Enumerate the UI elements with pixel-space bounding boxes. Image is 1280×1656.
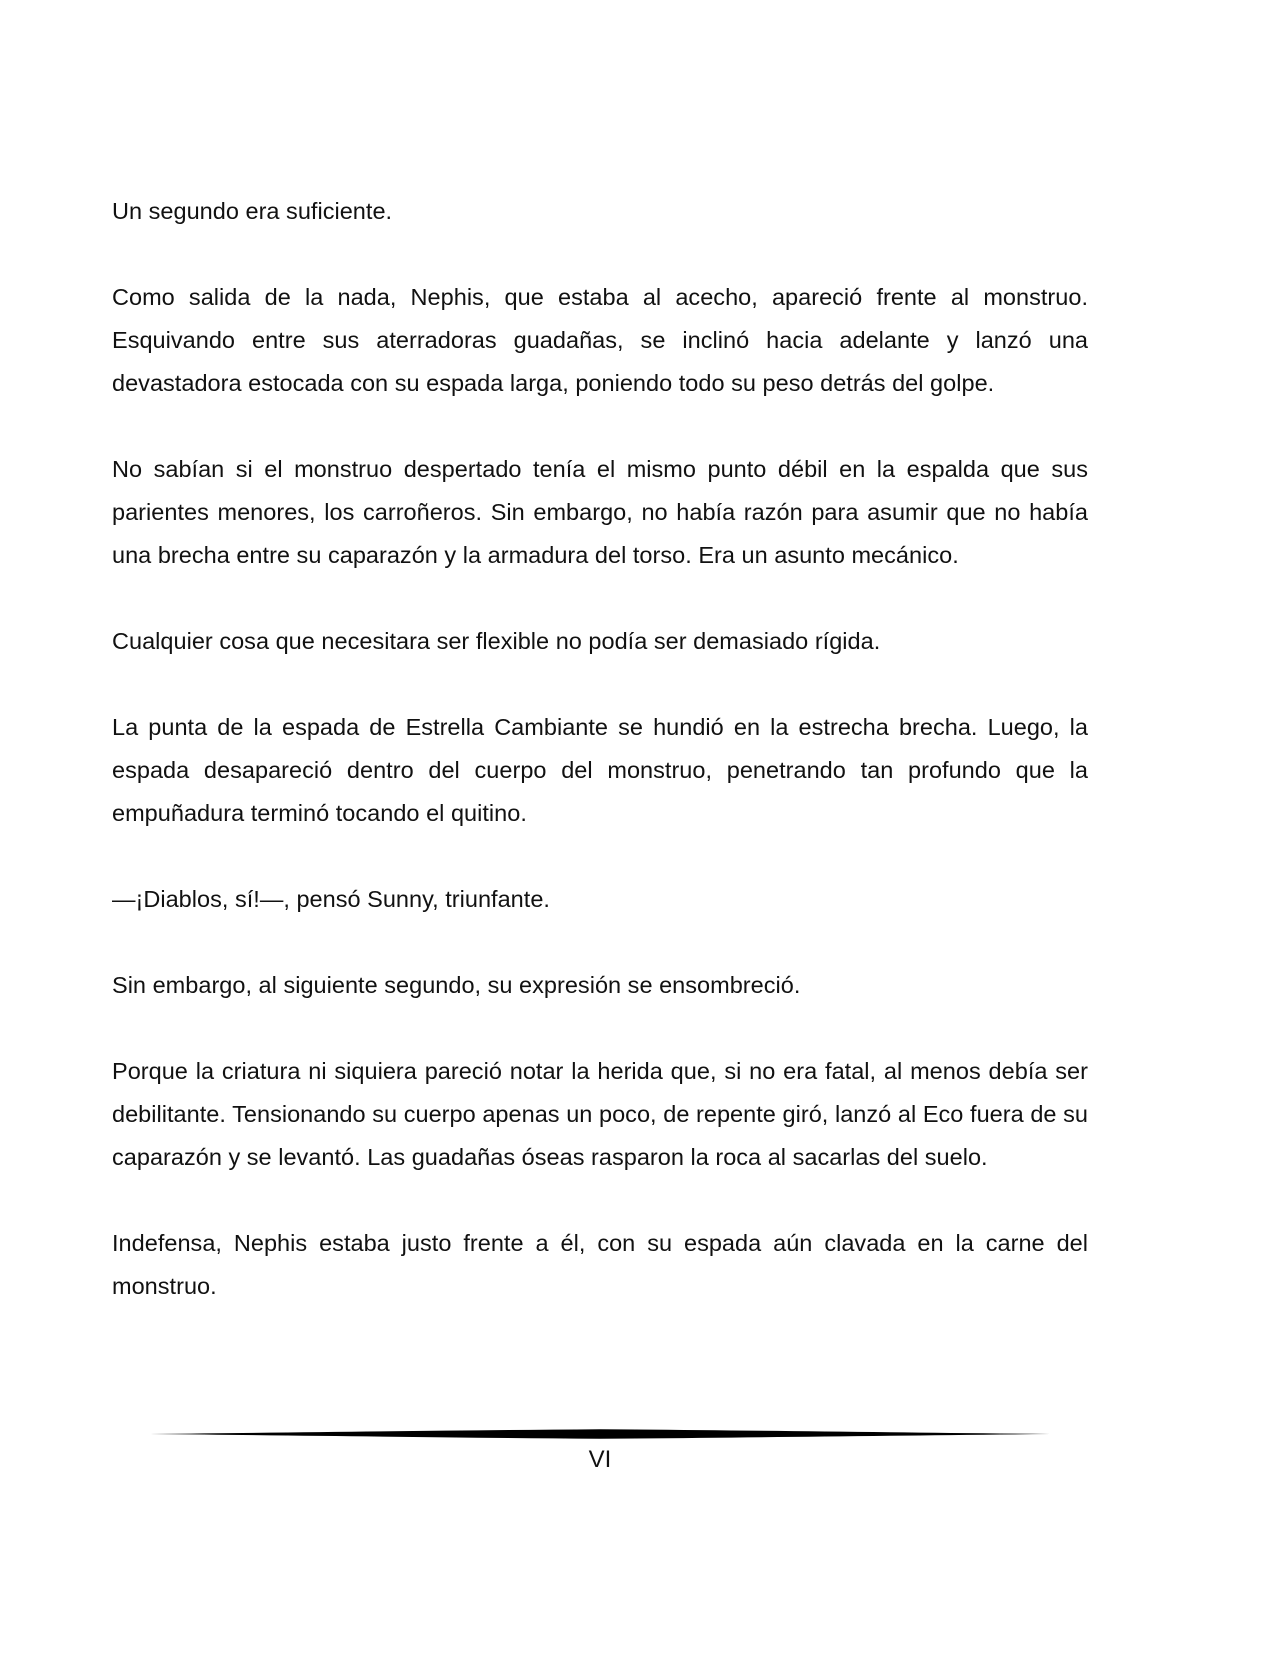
paragraph: —¡Diablos, sí!—, pensó Sunny, triunfante. [112, 886, 550, 912]
ornamental-divider [150, 1427, 1050, 1441]
paragraph: Sin embargo, al siguiente segundo, su expresión se ensombreció. [112, 972, 801, 998]
paragraph: Indefensa, Nephis estaba justo frente a él, con su espada aún clavada en la carne del monstruo. [112, 1230, 1088, 1299]
paragraph: La punta de la espada de Estrella Cambiante se hundió en la estrecha brecha. Luego, la espada desapareció dentro del cuerpo del monstruo, penetrando tan profundo que la empuñadura terminó tocando el quitino. [112, 714, 1088, 826]
paragraph: No sabían si el monstruo despertado tenía el mismo punto débil en la espalda que sus parientes menores, los carroñeros. Sin embargo, no había razón para asumir que no había una brecha entre su caparazón y la armadura del torso. Era un asunto mecánico. [112, 456, 1088, 568]
paragraph: Porque la criatura ni siquiera pareció notar la herida que, si no era fatal, al menos debía ser debilitante. Tensionando su cuerpo apenas un poco, de repente giró, lanzó al Eco fuera de su caparazón y se levantó. Las guadañas óseas rasparon la roca al sacarlas del suelo. [112, 1058, 1088, 1170]
paragraph: Un segundo era suficiente. [112, 198, 393, 224]
page-number: VI [588, 1446, 612, 1473]
paragraph: Como salida de la nada, Nephis, que estaba al acecho, apareció frente al monstruo. Esquivando entre sus aterradoras guadañas, se inclinó hacia adelante y lanzó una devastadora estocada con su espada larga, poniendo todo su peso detrás del golpe. [112, 284, 1088, 396]
body-text [112, 190, 1088, 1308]
paragraph: Cualquier cosa que necesitara ser flexible no podía ser demasiado rígida. [112, 628, 881, 654]
